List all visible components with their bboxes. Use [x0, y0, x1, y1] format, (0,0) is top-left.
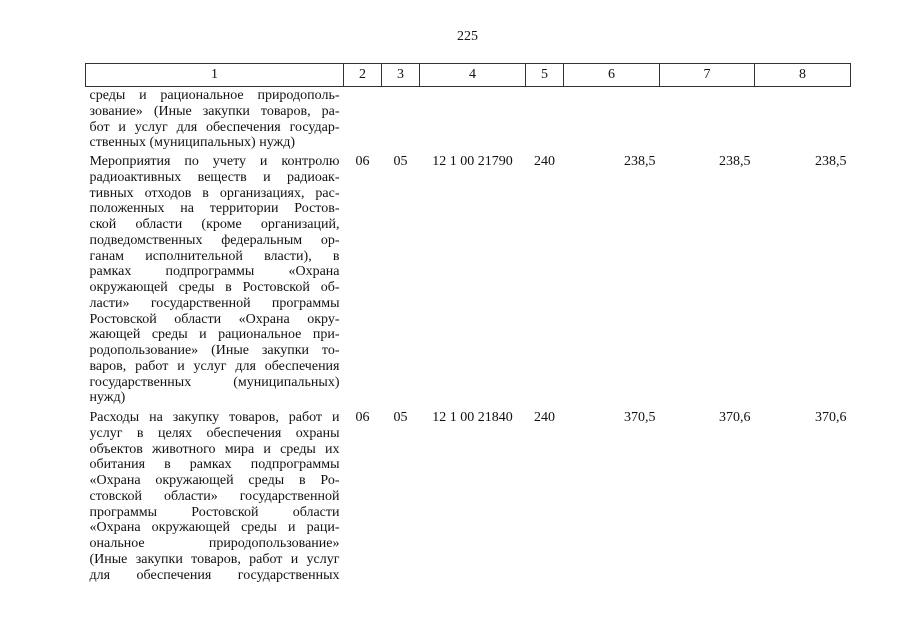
column-header: 2 — [344, 64, 382, 87]
cell-col-6: 370,5 — [624, 410, 656, 425]
description-line: «Охрана окружающей среды в Ро- — [89, 473, 340, 488]
cell-col-5: 240 — [534, 154, 555, 169]
description-line: нужд) — [89, 390, 126, 406]
empty-cell — [564, 87, 660, 152]
cell-col-3: 05 — [393, 154, 408, 169]
description-line: Ростовской области «Охрана окру- — [89, 311, 340, 327]
table-row — [86, 87, 851, 152]
empty-cell — [382, 87, 420, 152]
table-header-row — [86, 64, 851, 87]
description-line: для обеспечения государственных — [89, 567, 340, 583]
description-line: окружающей среды в Ростовской об- — [89, 280, 340, 295]
description-line: ганам исполнительной власти), в — [89, 248, 340, 264]
cell-col-8: 238,5 — [815, 154, 847, 169]
cell-col-5: 240 — [534, 410, 555, 425]
column-header: 1 — [86, 64, 344, 87]
description-line: тивных отходов в организациях, рас- — [89, 185, 340, 201]
description-line: «Охрана окружающей среды и раци- — [89, 520, 340, 536]
description-line: обитания в рамках подпрограммы — [89, 457, 340, 473]
cell-col-3: 05 — [393, 410, 408, 425]
description-line: бот и услуг для обеспечения государ- — [89, 119, 340, 135]
cell-col-7: 238,5 — [719, 154, 751, 169]
column-header: 7 — [660, 64, 755, 87]
description-line: родопользование» (Иные закупки то- — [89, 343, 340, 358]
description-line: Расходы на закупку товаров, работ и — [89, 410, 340, 425]
column-header: 6 — [564, 64, 660, 87]
cell-col-7: 370,6 — [719, 410, 751, 425]
description-line: ональное природопользование» — [89, 536, 340, 551]
cell-col-2: 06 — [355, 154, 370, 169]
table-row — [86, 151, 851, 406]
description-line: объектов животного мира и среды их — [89, 441, 340, 457]
page-number: 225 — [457, 29, 478, 44]
column-header: 3 — [382, 64, 420, 87]
description-line: зование» (Иные закупки товаров, ра- — [89, 103, 340, 119]
empty-cell — [344, 87, 382, 152]
budget-table — [85, 63, 851, 583]
description-line: радиоактивных веществ и радиоак- — [89, 169, 340, 185]
description-line: Мероприятия по учету и контролю — [89, 154, 340, 169]
description-line: среды и рациональное природополь- — [89, 88, 340, 103]
column-header: 5 — [526, 64, 564, 87]
description-line: варов, работ и услуг для обеспечения — [89, 358, 340, 374]
description-line: рамках подпрограммы «Охрана — [89, 264, 340, 280]
description-line: жающей среды и рациональное при- — [89, 327, 340, 343]
description-line: ственных (муниципальных) нужд) — [89, 135, 295, 151]
table-row — [86, 406, 851, 583]
empty-cell — [660, 87, 755, 152]
description-line: подведомственных федеральным ор- — [89, 232, 340, 248]
empty-cell — [755, 87, 851, 152]
cell-col-6: 238,5 — [624, 154, 656, 169]
description-line: услуг в целях обеспечения охраны — [89, 425, 340, 441]
cell-col-4: 12 1 00 21840 — [432, 410, 513, 425]
empty-cell — [526, 87, 564, 152]
row-description — [86, 406, 344, 583]
description-line: ласти» государственной программы — [89, 295, 340, 311]
description-line: (Иные закупки товаров, работ и услуг — [89, 551, 340, 567]
cell-col-2: 06 — [355, 410, 370, 425]
description-line: положенных на территории Ростов- — [89, 201, 340, 217]
description-line: стовской области» государственной — [89, 488, 340, 504]
column-header: 8 — [755, 64, 851, 87]
row-description — [86, 151, 344, 406]
column-header: 4 — [420, 64, 526, 87]
description-line: ской области (кроме организаций, — [89, 217, 340, 232]
cell-col-4: 12 1 00 21790 — [432, 154, 513, 169]
row-description — [86, 87, 344, 152]
description-line: программы Ростовской области — [89, 504, 340, 520]
description-line: государственных (муниципальных) — [89, 374, 340, 390]
cell-col-8: 370,6 — [815, 410, 847, 425]
empty-cell — [420, 87, 526, 152]
